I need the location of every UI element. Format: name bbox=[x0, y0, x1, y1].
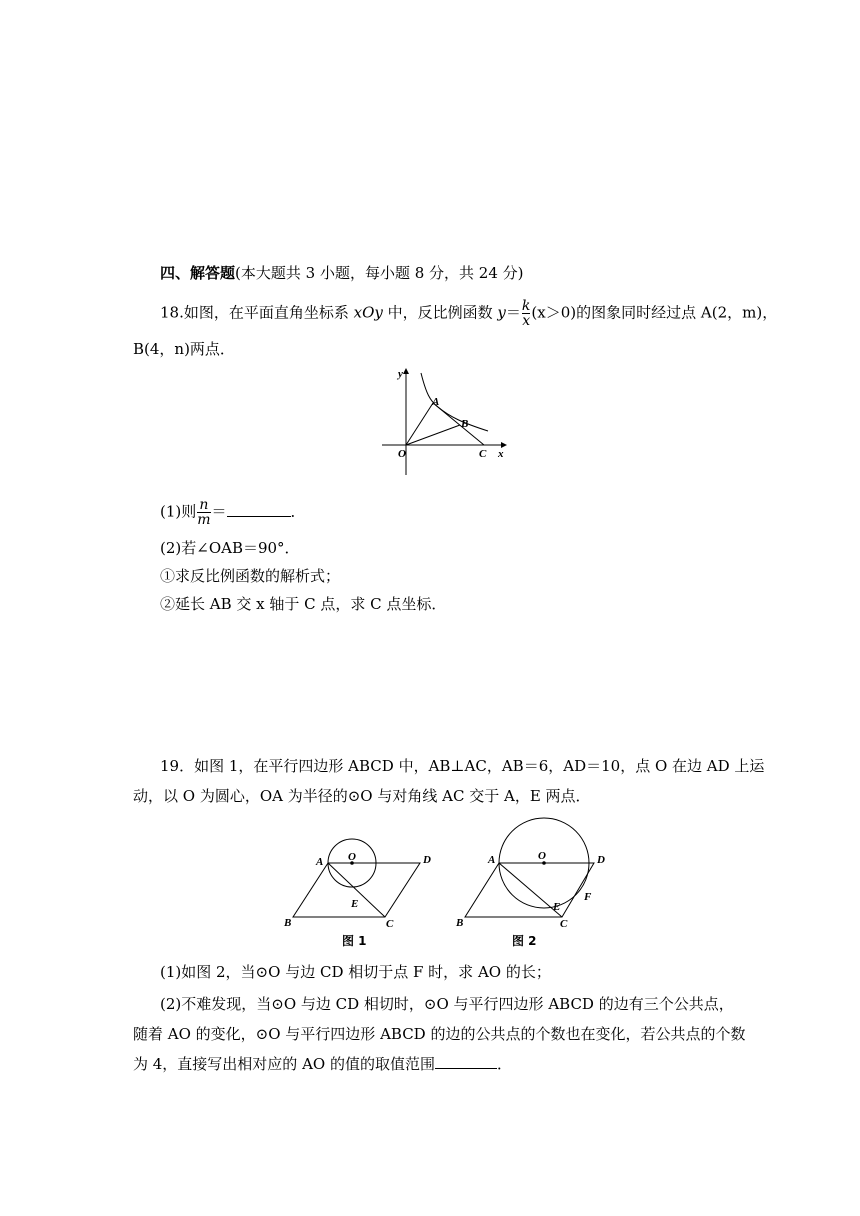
section-title: 四、解答题 bbox=[160, 264, 236, 282]
q19-statement-line1: 19．如图 1，在平行四边形 ABCD 中，AB⊥AC，AB＝6，AD＝10，点 O 在边 AD 上运 bbox=[160, 757, 765, 775]
section-heading bbox=[160, 263, 524, 283]
q19-part2-line2: 随着 AO 的变化，⊙O 与平行四边形 ABCD 的边的公共点的个数也在变化，若公共点的个数 bbox=[133, 1025, 746, 1043]
q18-numerator: k bbox=[521, 298, 531, 314]
label-e: E bbox=[553, 901, 561, 913]
q18-part1-numerator: n bbox=[197, 498, 210, 513]
segment-ob bbox=[406, 425, 460, 445]
q18-fraction-n-over-m bbox=[197, 498, 210, 527]
answer-blank[interactable] bbox=[227, 502, 291, 517]
figure1-caption: 图 1 bbox=[342, 934, 367, 948]
figure2-caption: 图 2 bbox=[512, 934, 537, 948]
q19-part2-end: ． bbox=[496, 1055, 512, 1073]
q18-text: 中，反比例函数 bbox=[382, 303, 498, 322]
q18-statement-line2: B(4，n)两点． bbox=[133, 340, 235, 358]
q18-denominator: x bbox=[522, 313, 531, 329]
label-a: A bbox=[316, 856, 324, 868]
q18-var-xoy: xOy bbox=[353, 303, 383, 322]
parallelogram-abcd bbox=[465, 863, 594, 917]
segment-ac bbox=[433, 403, 484, 445]
q18-part2: (2)若∠OAB＝90°． bbox=[160, 539, 300, 557]
label-a: A bbox=[432, 396, 440, 408]
label-b: B bbox=[461, 418, 469, 430]
q18-part2-2: ②延长 AB 交 x 轴于 C 点，求 C 点坐标． bbox=[160, 595, 447, 613]
q18-part2-1: ①求反比例函数的解析式； bbox=[160, 567, 341, 585]
label-c: C bbox=[479, 448, 487, 460]
label-x: x bbox=[498, 448, 504, 460]
q18-text: 18.如图，在平面直角坐标系 bbox=[160, 303, 354, 322]
answer-blank[interactable] bbox=[435, 1054, 497, 1069]
label-f: F bbox=[584, 891, 592, 903]
label-e: E bbox=[351, 898, 359, 910]
q18-part1-eq: ＝ bbox=[211, 502, 227, 521]
q18-part1-denominator: m bbox=[197, 512, 211, 528]
q19-part2-line1: (2)不难发现，当⊙O 与边 CD 相切时，⊙O 与平行四边形 ABCD 的边有三个公共点， bbox=[160, 995, 734, 1013]
label-o: O bbox=[538, 850, 546, 862]
q18-part1-prefix: (1)则 bbox=[160, 502, 197, 521]
q19-part1: (1)如图 2，当⊙O 与边 CD 相切于点 F 时，求 AO 的长； bbox=[160, 963, 551, 981]
q19-figure1 bbox=[280, 835, 440, 930]
label-b: B bbox=[456, 917, 464, 929]
label-o: O bbox=[348, 851, 356, 863]
q18-part1 bbox=[160, 498, 306, 527]
q19-part2-text: 为 4，直接写出相对应的 AO 的值的取值范围 bbox=[133, 1055, 435, 1073]
label-b: B bbox=[284, 917, 292, 929]
label-c: C bbox=[386, 918, 394, 930]
section-note: (本大题共 3 小题，每小题 8 分，共 24 分) bbox=[235, 264, 524, 282]
label-y: y bbox=[398, 368, 403, 380]
q18-statement-line1 bbox=[160, 299, 777, 328]
label-o: O bbox=[398, 448, 406, 460]
q18-fraction-k-over-x bbox=[522, 299, 530, 328]
q19-part2-line3 bbox=[133, 1054, 512, 1074]
label-d: D bbox=[423, 854, 431, 866]
q18-text: 的图象同时经过点 bbox=[576, 303, 701, 322]
q18-figure bbox=[378, 365, 513, 480]
q19-statement-line2: 动，以 O 为圆心，OA 为半径的⊙O 与对角线 AC 交于 A，E 两点． bbox=[133, 787, 591, 805]
q18-point-a: A(2，m)， bbox=[700, 303, 778, 322]
label-a: A bbox=[488, 854, 496, 866]
q19-figure2 bbox=[452, 815, 632, 930]
label-d: D bbox=[597, 854, 605, 866]
segment-oa bbox=[406, 403, 433, 445]
q18-domain: (x＞0) bbox=[531, 303, 577, 322]
label-c: C bbox=[560, 918, 568, 930]
q18-part1-end: ． bbox=[290, 502, 306, 521]
q18-eq: ＝ bbox=[505, 303, 521, 322]
q18-var-y: y bbox=[497, 303, 506, 322]
